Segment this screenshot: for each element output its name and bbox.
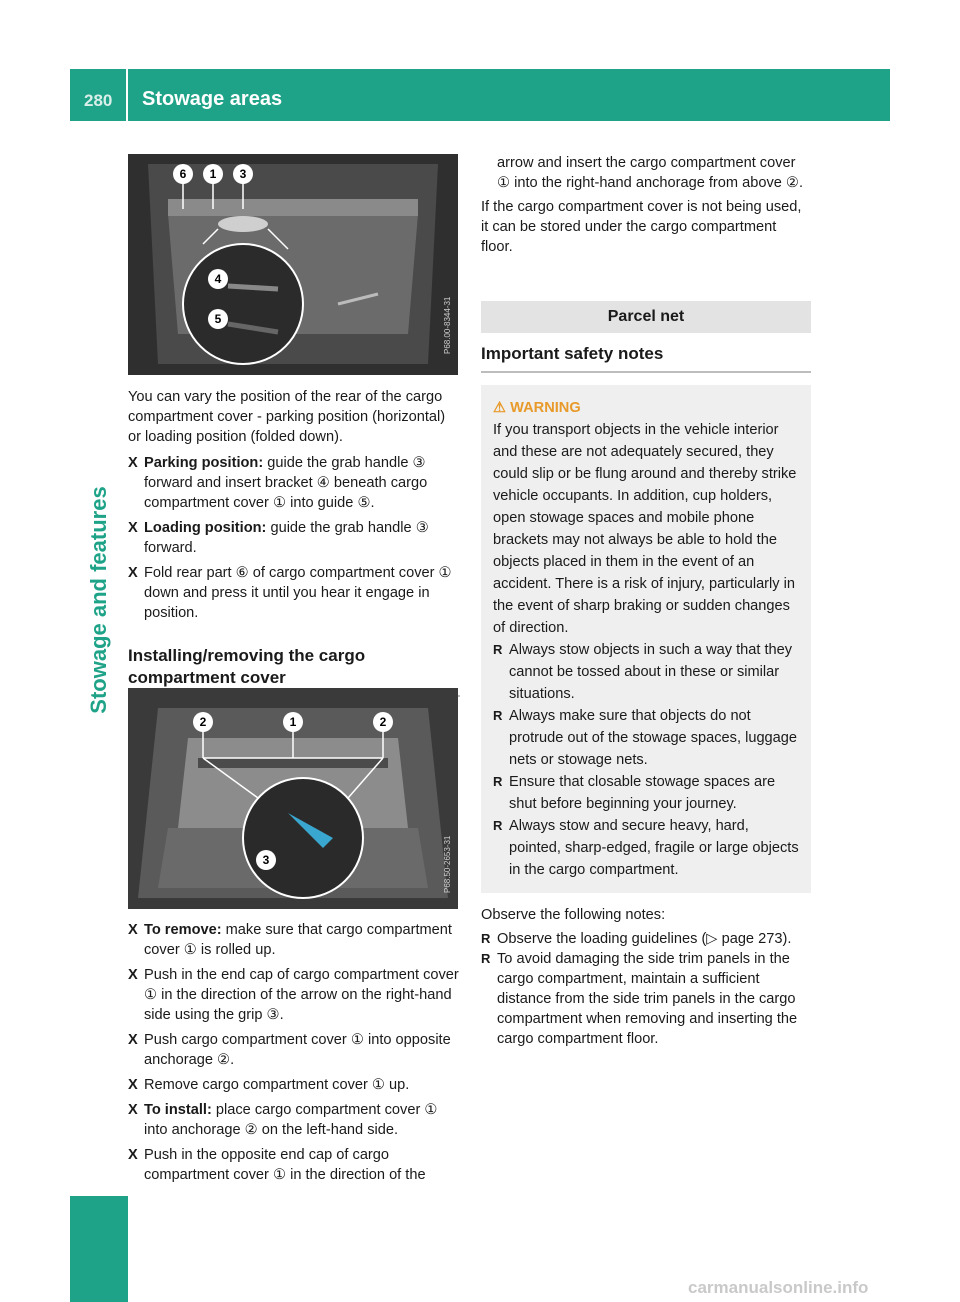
step-push-opposite-end: X Push in the opposite end cap of cargo compartment cover ① in the direction of the — [128, 1147, 426, 1183]
warning-bullet: R Ensure that closable stowage spaces are shut before beginning your journey. — [493, 774, 776, 812]
callout-2-left: 2 — [199, 715, 207, 729]
step-install: X To install: place cargo compartment cover ① into anchorage ② on the left-hand side. — [128, 1102, 438, 1138]
cargo-cover-photo-2 — [128, 688, 458, 909]
header-divider — [126, 69, 128, 121]
warning-bullet: R Always stow objects in such a way that they cannot be tossed about in these or similar situations. — [493, 642, 793, 702]
watermark: carmanualsonline.info — [688, 1278, 869, 1297]
storage-note: If the cargo compartment cover is not being used, it can be stored under the cargo compartment floor. — [481, 199, 802, 255]
continued-step: arrow and insert the cargo compartment cover ① into the right-hand anchorage from above ②. — [497, 155, 804, 191]
callout-1: 1 — [289, 715, 297, 729]
figure-code-2: P68.50-2653-31 — [443, 835, 452, 893]
observe-notes-label: Observe the following notes: — [481, 907, 666, 923]
step-remove: X To remove: make sure that cargo compartment cover ① is rolled up. — [128, 922, 452, 958]
safety-notes-heading: Important safety notes — [481, 343, 811, 373]
step-fold: X Fold rear part ⑥ of cargo compartment cover ① down and press it until you hear it engage in position. — [128, 565, 452, 621]
step-push-end-cap: X Push in the end cap of cargo compartment cover ① in the direction of the arrow on the right-hand side using the grip ③. — [128, 967, 459, 1023]
step-remove-up: X Remove cargo compartment cover ① up. — [128, 1077, 410, 1093]
warning-triangle-icon: ⚠︎ — [493, 400, 511, 416]
step-loading: X Loading position: guide the grab handle ③ forward. — [128, 520, 429, 556]
left-column-steps — [128, 920, 460, 1185]
warning-bullet: R Always make sure that objects do not protrude out of the stowage spaces, luggage nets or stowage nets. — [493, 708, 798, 768]
section-title: Stowage areas — [142, 88, 283, 110]
callout-3: 3 — [262, 853, 270, 867]
warning-box — [481, 385, 811, 893]
warning-text: If you transport objects in the vehicle interior and these are not adequately secured, they could slip or be flung around and thereby strike vehicle occupants. In addition, cup holders, open stowage spaces and mobile phone brackets may not always be able to hold the objects placed in them in the event of an accident. There is a risk of injury, particularly in the event of sharp braking or sudden changes of direction. — [493, 422, 797, 636]
chapter-tab-marker — [70, 1196, 128, 1302]
callout-5: 5 — [214, 312, 222, 326]
left-column — [128, 387, 460, 697]
callout-6: 6 — [179, 167, 187, 181]
warning-bullet: R Always stow and secure heavy, hard, pointed, sharp-edged, fragile or large objects in the cargo compartment. — [493, 818, 799, 878]
note-bullet: R Observe the loading guidelines (▷ page 273). — [481, 931, 792, 947]
warning-title: ⚠︎ WARNING — [493, 400, 581, 416]
callout-4: 4 — [214, 272, 222, 286]
parcel-net-band: Parcel net — [481, 301, 811, 333]
intro-paragraph: You can vary the position of the rear of the cargo compartment cover - parking position (horizontal) or loading position (folded down). — [128, 389, 446, 445]
callout-3: 3 — [239, 167, 247, 181]
right-column — [481, 153, 811, 1049]
note-bullet: R To avoid damaging the side trim panels in the cargo compartment, maintain a sufficient distance from the side trim panels in the cargo compartment when removing and inserting the cargo compartment floor. — [481, 951, 798, 1047]
callout-1: 1 — [209, 167, 217, 181]
page-header — [70, 69, 890, 121]
page-number: 280 — [84, 91, 113, 110]
step-parking: X Parking position: guide the grab handle ③ forward and insert bracket ④ beneath cargo compartment cover ① into guide ⑤. — [128, 455, 428, 511]
step-push-opposite: X Push cargo compartment cover ① into opposite anchorage ②. — [128, 1032, 451, 1068]
chapter-tab-label: Stowage and features — [86, 486, 111, 714]
callout-2-right: 2 — [379, 715, 387, 729]
cargo-cover-photo-1 — [128, 154, 458, 375]
install-remove-heading: Installing/removing the cargo compartment cover — [128, 645, 460, 697]
figure-code-1: P68.00-8344-31 — [443, 296, 452, 354]
